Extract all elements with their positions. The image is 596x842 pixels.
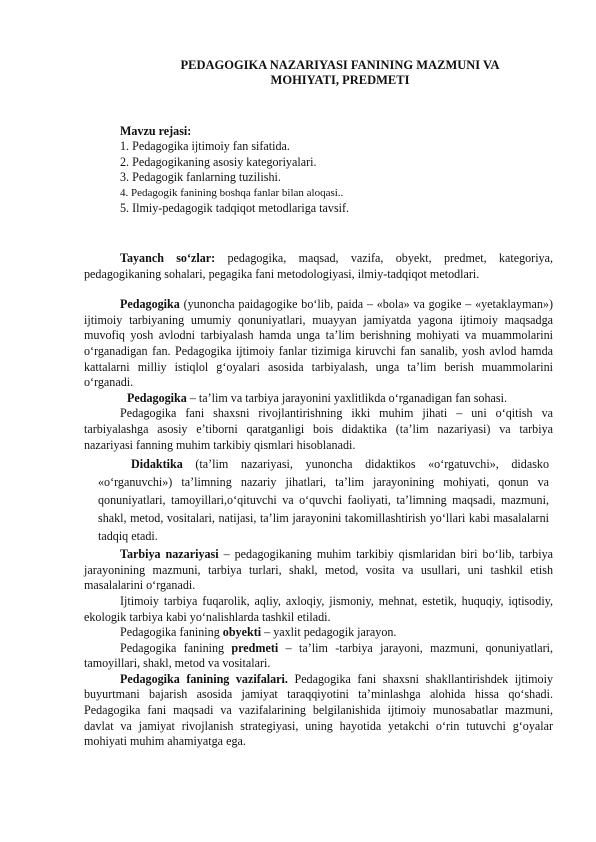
paragraph-pedagogika-definition (84, 297, 553, 391)
term-tarbiya-nazariyasi: Tarbiya nazariyasi (120, 547, 219, 562)
paragraph-text: – ta’lim -tarbiya jarayoni, mazmuni, qonuniyatlari, tamoyillari, shakl, metod va vositalari. (84, 640, 553, 671)
plan-list (120, 139, 349, 217)
title-line-2: MOHIYATI, PREDMETI (270, 73, 410, 87)
paragraph-text: Pedagogika fanining (120, 625, 223, 640)
keywords-label: Tayanch so‘zlar: (120, 251, 216, 265)
paragraph-pedagogika-field (84, 391, 553, 407)
title-line-1: PEDAGOGIKA NAZARIYASI FANINING MAZMUNI VA (180, 58, 500, 72)
plan-item: 4. Pedagogik fanining boshqa fanlar bilan aloqasi.. (120, 186, 344, 199)
plan-item: 3. Pedagogik fanlarning tuzilishi. (120, 170, 281, 185)
paragraph-obyekt (84, 625, 553, 641)
paragraph-vazifalar (84, 672, 553, 750)
term-didaktika: Didaktika (131, 457, 183, 472)
term-pedagogika: Pedagogika (127, 390, 187, 405)
document-body (84, 251, 553, 750)
paragraph-didaktika (98, 453, 549, 547)
plan-item: 1. Pedagogika ijtimoiy fan sifatida. (120, 139, 290, 153)
plan-item: 5. Ilmiy-pedagogik tadqiqot metodlariga tavsif. (120, 201, 350, 216)
paragraph-text: – ta’lim va tarbiya jarayonini yaxlitlikda o‘rganadigan fan sohasi. (186, 390, 507, 405)
paragraph-text: – yaxlit pedagogik jarayon. (261, 625, 397, 640)
term-pedagogika: Pedagogika (120, 297, 180, 312)
paragraph-ijtimoiy-tarbiya: Ijtimoiy tarbiya fuqarolik, aqliy, axloqiy, jismoniy, mehnat, estetik, huquqiy, iqtisodiy, ekologik tarbiya kabi yo‘nalishlarda tashkil etiladi. (84, 593, 553, 624)
term-vazifalari: Pedagogika fanining vazifalari. (120, 671, 288, 686)
document-title (150, 58, 530, 88)
paragraph-two-aspects: Pedagogika fani shaxsni rivojlantirishning ikki muhim jihati – uni o‘qitish va tarbiyalashga asosiy e’tiborni qaratganligi bois didaktika (ta’lim nazariyasi) va tarbiya nazariyasi fanning muhim tarkibiy qismlari hisoblanadi. (84, 406, 553, 452)
plan-item: 2. Pedagogikaning asosiy kategoriyalari. (120, 154, 317, 169)
paragraph-predmet (84, 641, 553, 672)
paragraph-text: (yunoncha paidagogike bo‘lib, paida – «bola» va gogike – «yetaklayman») ijtimoiy tarbiyaning umumiy qonuniyatlari, muayyan jamiyatda yagona ijtimoiy maqsadga muvofiq yosh avlodni tarbiyalash hamda unga ta’lim berishning mohiyati va muammolarini o‘rganadigan fan. Pedagogika ijtimoiy fanlar tizimiga kiruvchi fan sanalib, yosh avlod hamda kattalarni milliy istiqlol g‘oyalari asosida tarbiyalash, unga ta’lim berish muammolarini o‘rganadi. (84, 297, 553, 390)
paragraph-text: (ta’lim nazariyasi, yunoncha didaktikos «o‘rgatuvchi», didasko «o‘rganuvchi») ta’limning nazariy jihatlari, ta’lim jarayonining mohiyati, qonun va qonuniyatlari, tamoyillari,o‘qituvchi va o‘quvchi faoliyati, ta’limning maqsadi, mazmuni, shakl, metod, vositalari, natijasi, ta’lim jarayonini takomillashtirish yo‘llari kabi masalalarni tadqiq etadi. (98, 457, 549, 544)
keywords-paragraph (84, 251, 553, 282)
keywords-text: pedagogika, maqsad, vazifa, obyekt, predmet, kategoriya, pedagogikaning sohalari, pegagika fani metodologiyasi, ilmiy-tadqiqot metodlari. (84, 251, 553, 281)
term-obyekti: obyekti (222, 625, 262, 640)
paragraph-text: Pedagogika fanining (120, 640, 232, 655)
paragraph-text: – pedagogikaning muhim tarkibiy qismlaridan biri bo‘lib, tarbiya jarayonining mazmuni, tarbiya turlari, shakl, metod, vosita va usullari, uni tashkil etish masalalarini o‘rganadi. (84, 547, 553, 593)
paragraph-text: Pedagogika fani shaxsni shakllantirishdek ijtimoiy buyurtmani bajarish asosida jamiyat taraqqiyotini ta’minlashga alohida hissa qo‘shadi. Pedagogika fani maqsadi va vazifalarining belgilanishida ijtimoiy munosabatlar mazmuni, davlat va jamiyat rivojlanish strategiyasi, uning hayotida yetakchi o‘rin tutuvchi g‘oyalar mohiyati muhim ahamiyatga ega. (84, 671, 553, 749)
paragraph-tarbiya-nazariyasi (84, 547, 553, 594)
plan-heading: Mavzu rejasi: (120, 124, 192, 138)
term-predmeti: predmeti (231, 640, 279, 655)
